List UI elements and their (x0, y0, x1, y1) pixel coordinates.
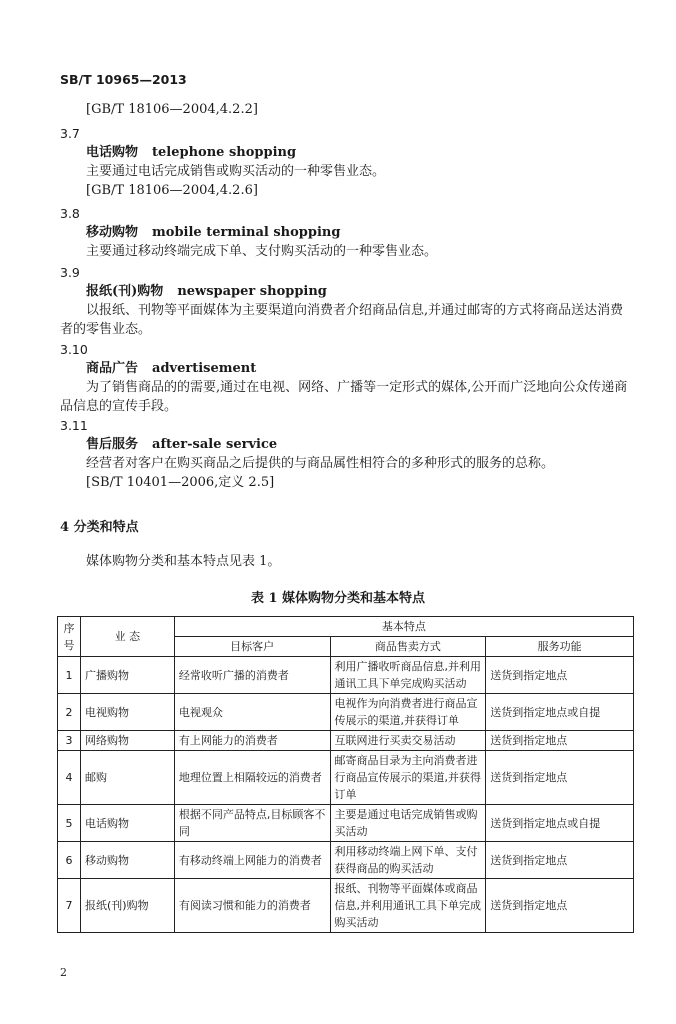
cell-seq: 5 (58, 805, 81, 842)
header-features: 基本特点 (174, 617, 633, 637)
term (86, 359, 636, 378)
term-cn: 电话购物 (86, 145, 139, 160)
cell-sales: 利用移动终端上网下单、支付获得商品的购买活动 (330, 842, 486, 879)
term-en: newspaper shopping (177, 284, 327, 299)
table-row (58, 842, 634, 879)
term (86, 435, 636, 454)
cell-service: 送货到指定地点或自提 (486, 694, 634, 731)
header-type: 业 态 (80, 617, 174, 657)
cell-customer: 有上网能力的消费者 (174, 731, 330, 751)
term-cn: 售后服务 (86, 437, 139, 452)
header-sales: 商品售卖方式 (330, 637, 486, 657)
cell-seq: 1 (58, 657, 81, 694)
clause-3-10 (60, 340, 636, 416)
table-row (58, 657, 634, 694)
table-row (58, 731, 634, 751)
header-seq: 序号 (58, 617, 81, 657)
cell-customer: 经常收听广播的消费者 (174, 657, 330, 694)
reference: [SB/T 10401—2006,定义 2.5] (86, 475, 275, 490)
classification-table (57, 616, 634, 933)
term-cn: 移动购物 (86, 225, 139, 240)
cell-service: 送货到指定地点 (486, 731, 634, 751)
cell-service: 送货到指定地点 (486, 842, 634, 879)
definition: 为了销售商品的的需要,通过在电视、网络、广播等一定形式的媒体,公开而广泛地向公众传递商品信息的宣传手段。 (60, 380, 628, 414)
cell-sales: 互联网进行买卖交易活动 (330, 731, 486, 751)
definition: 经营者对客户在购买商品之后提供的与商品属性相符合的多种形式的服务的总称。 (86, 456, 555, 471)
clause-3-11 (60, 416, 636, 492)
cell-seq: 3 (58, 731, 81, 751)
reference: [GB/T 18106—2004,4.2.6] (86, 183, 258, 198)
cell-type: 网络购物 (80, 731, 174, 751)
term-cn: 报纸(刊)购物 (86, 284, 164, 299)
clause-3-7 (60, 124, 636, 200)
cell-seq: 4 (58, 751, 81, 805)
cell-service: 送货到指定地点 (486, 879, 634, 933)
document-header: SB/T 10965—2013 (60, 72, 187, 87)
term-en: mobile terminal shopping (152, 225, 341, 240)
term-cn: 商品广告 (86, 361, 139, 376)
cell-type: 邮购 (80, 751, 174, 805)
clause-3-6-reference (60, 100, 636, 119)
section-4-intro: 媒体购物分类和基本特点见表 1。 (86, 554, 281, 569)
clause-number: 3.7 (60, 126, 80, 141)
cell-sales: 利用广播收听商品信息,并利用通讯工具下单完成购买活动 (330, 657, 486, 694)
table-caption: 表 1 媒体购物分类和基本特点 (250, 591, 426, 606)
header-customer: 目标客户 (174, 637, 330, 657)
header-service: 服务功能 (486, 637, 634, 657)
cell-sales: 邮寄商品目录为主向消费者进行商品宣传展示的渠道,并获得订单 (330, 751, 486, 805)
reference: [GB/T 18106—2004,4.2.2] (86, 102, 258, 117)
cell-sales: 报纸、刊物等平面媒体或商品信息,并利用通讯工具下单完成购买活动 (330, 879, 486, 933)
cell-sales: 电视作为向消费者进行商品宣传展示的渠道,并获得订单 (330, 694, 486, 731)
clause-number: 3.10 (60, 342, 88, 357)
term-en: telephone shopping (152, 145, 297, 160)
cell-service: 送货到指定地点 (486, 751, 634, 805)
term (86, 143, 636, 162)
term (86, 282, 636, 301)
cell-customer: 根据不同产品特点,目标顾客不同 (174, 805, 330, 842)
table-row (58, 879, 634, 933)
cell-customer: 有阅读习惯和能力的消费者 (174, 879, 330, 933)
term-en: after-sale service (152, 437, 278, 452)
term (86, 223, 636, 242)
cell-type: 广播购物 (80, 657, 174, 694)
cell-sales: 主要是通过电话完成销售或购买活动 (330, 805, 486, 842)
cell-service: 送货到指定地点或自提 (486, 805, 634, 842)
cell-seq: 2 (58, 694, 81, 731)
page-number: 2 (60, 966, 67, 979)
cell-seq: 7 (58, 879, 81, 933)
clause-3-9 (60, 263, 636, 339)
definition: 以报纸、刊物等平面媒体为主要渠道向消费者介绍商品信息,并通过邮寄的方式将商品送达消费者的零售业态。 (60, 303, 624, 337)
cell-seq: 6 (58, 842, 81, 879)
clause-number: 3.9 (60, 265, 80, 280)
table-row (58, 751, 634, 805)
cell-customer: 有移动终端上网能力的消费者 (174, 842, 330, 879)
table-row (58, 694, 634, 731)
cell-type: 报纸(刊)购物 (80, 879, 174, 933)
cell-customer: 电视观众 (174, 694, 330, 731)
definition: 主要通过电话完成销售或购买活动的一种零售业态。 (86, 164, 386, 179)
clause-number: 3.11 (60, 418, 88, 433)
definition: 主要通过移动终端完成下单、支付购买活动的一种零售业态。 (86, 244, 438, 259)
clause-3-8 (60, 204, 636, 261)
cell-type: 移动购物 (80, 842, 174, 879)
section-4-title: 4 分类和特点 (60, 520, 139, 535)
cell-type: 电话购物 (80, 805, 174, 842)
cell-customer: 地理位置上相隔较远的消费者 (174, 751, 330, 805)
term-en: advertisement (152, 361, 257, 376)
table-header-row (58, 617, 634, 637)
cell-type: 电视购物 (80, 694, 174, 731)
table-row (58, 805, 634, 842)
cell-service: 送货到指定地点 (486, 657, 634, 694)
clause-number: 3.8 (60, 206, 80, 221)
